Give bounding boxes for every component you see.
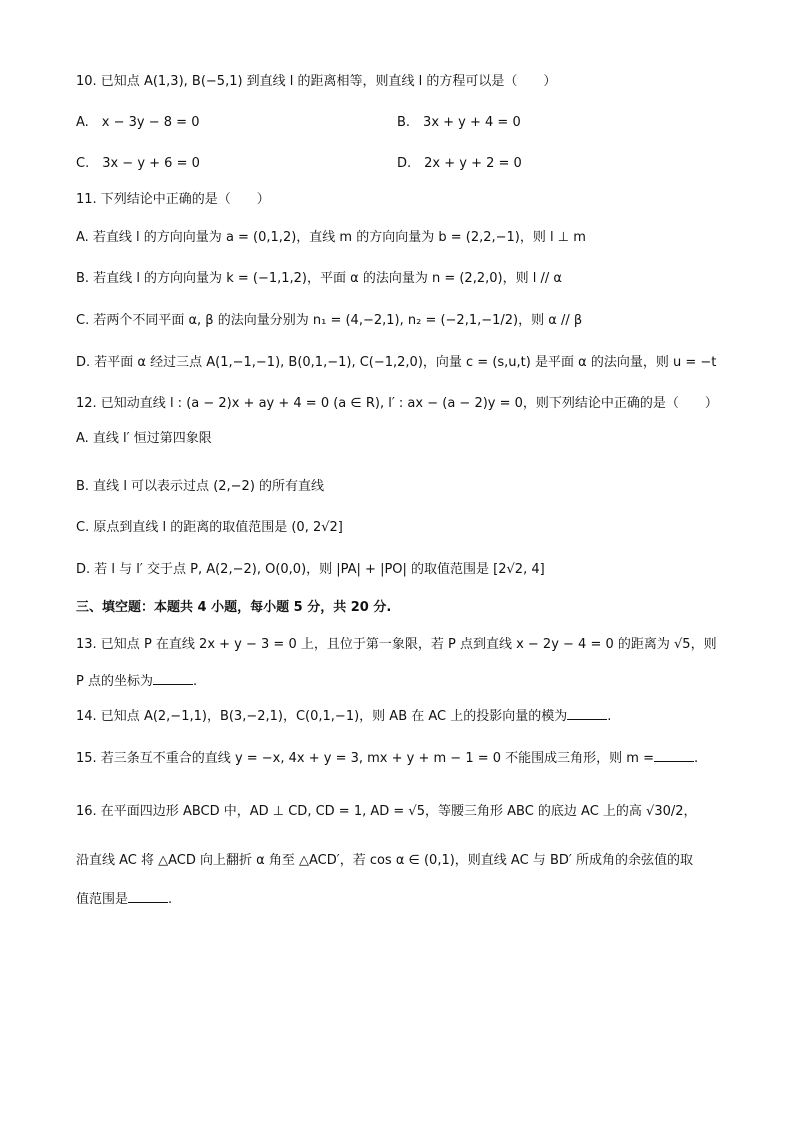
q10-stem: 10. 已知点 A(1,3), B(−5,1) 到直线 l 的距离相等，则直线 l 的方程可以是（ ） <box>76 74 557 89</box>
q13-period: . <box>192 674 198 689</box>
q16-line1: 16. 在平面四边形 ABCD 中，AD ⊥ CD, CD = 1, AD = √5，等腰三角形 ABC 的底边 AC 上的高 √30/2， <box>76 804 697 819</box>
q14-answer-blank[interactable] <box>567 707 607 720</box>
q12-stem: 12. 已知动直线 l : (a − 2)x + ay + 4 = 0 (a ∈ R), l′ : ax − (a − 2)y = 0，则下列结论中正确的是（ ） <box>76 396 718 411</box>
q15-answer-blank[interactable] <box>654 749 694 762</box>
q11-stem: 11. 下列结论中正确的是（ ） <box>76 192 270 207</box>
q12-option-b: B. 直线 l 可以表示过点 (2,−2) 的所有直线 <box>76 479 325 494</box>
q14-line <box>76 707 611 726</box>
q11-option-c: C. 若两个不同平面 α, β 的法向量分别为 n₁ = (4,−2,1), n₂ = (−2,1,−1/2)，则 α // β <box>76 313 583 328</box>
q15-period: . <box>694 751 699 766</box>
q11-option-d: D. 若平面 α 经过三点 A(1,−1,−1), B(0,1,−1), C(−1,2,0)，向量 c = (s,u,t) 是平面 α 的法向量，则 u = −t <box>76 355 717 370</box>
q16-line2: 沿直线 AC 将 △ACD 向上翻折 α 角至 △ACD′，若 cos α ∈ (0,1)，则直线 AC 与 BD′ 所成角的余弦值的取 <box>76 853 693 868</box>
q16-answer-blank[interactable] <box>128 890 168 903</box>
q12-option-c: C. 原点到直线 l 的距离的取值范围是 (0, 2√2] <box>76 520 343 535</box>
q15-text: 15. 若三条互不重合的直线 y = −x, 4x + y = 3, mx + y + m − 1 = 0 不能围成三角形，则 m = <box>76 751 654 766</box>
q14-text: 14. 已知点 A(2,−1,1)，B(3,−2,1)，C(0,1,−1)，则 AB 在 AC 上的投影向量的模为 <box>76 709 568 724</box>
q10-option-d: D. 2x + y + 2 = 0 <box>397 156 522 171</box>
q15-line <box>76 749 698 768</box>
q14-period: . <box>607 709 612 724</box>
q13-line1: 13. 已知点 P 在直线 2x + y − 3 = 0 上，且位于第一象限，若 P 点到直线 x − 2y − 4 = 0 的距离为 √5，则 <box>76 637 717 652</box>
q12-option-d: D. 若 l 与 l′ 交于点 P, A(2,−2), O(0,0)，则 |PA| + |PO| 的取值范围是 [2√2, 4] <box>76 562 545 577</box>
q10-option-c: C. 3x − y + 6 = 0 <box>76 156 200 171</box>
q16-line3 <box>76 890 172 909</box>
q13-line2-text: P 点的坐标为 <box>76 674 153 689</box>
q13-line2 <box>76 672 197 691</box>
q11-option-b: B. 若直线 l 的方向向量为 k = (−1,1,2)，平面 α 的法向量为 n = (2,2,0)，则 l // α <box>76 271 562 286</box>
q10-option-a: A. x − 3y − 8 = 0 <box>76 115 200 130</box>
section-heading: 三、填空题：本题共 4 小题，每小题 5 分，共 20 分. <box>76 600 392 615</box>
q12-option-a: A. 直线 l′ 恒过第四象限 <box>76 431 212 446</box>
q13-answer-blank[interactable] <box>153 672 193 685</box>
q11-option-a: A. 若直线 l 的方向向量为 a = (0,1,2)，直线 m 的方向向量为 b = (2,2,−1)，则 l ⊥ m <box>76 230 586 245</box>
q16-line3-text: 值范围是 <box>76 892 129 907</box>
q10-option-b: B. 3x + y + 4 = 0 <box>397 115 521 130</box>
q16-period: . <box>168 892 173 907</box>
